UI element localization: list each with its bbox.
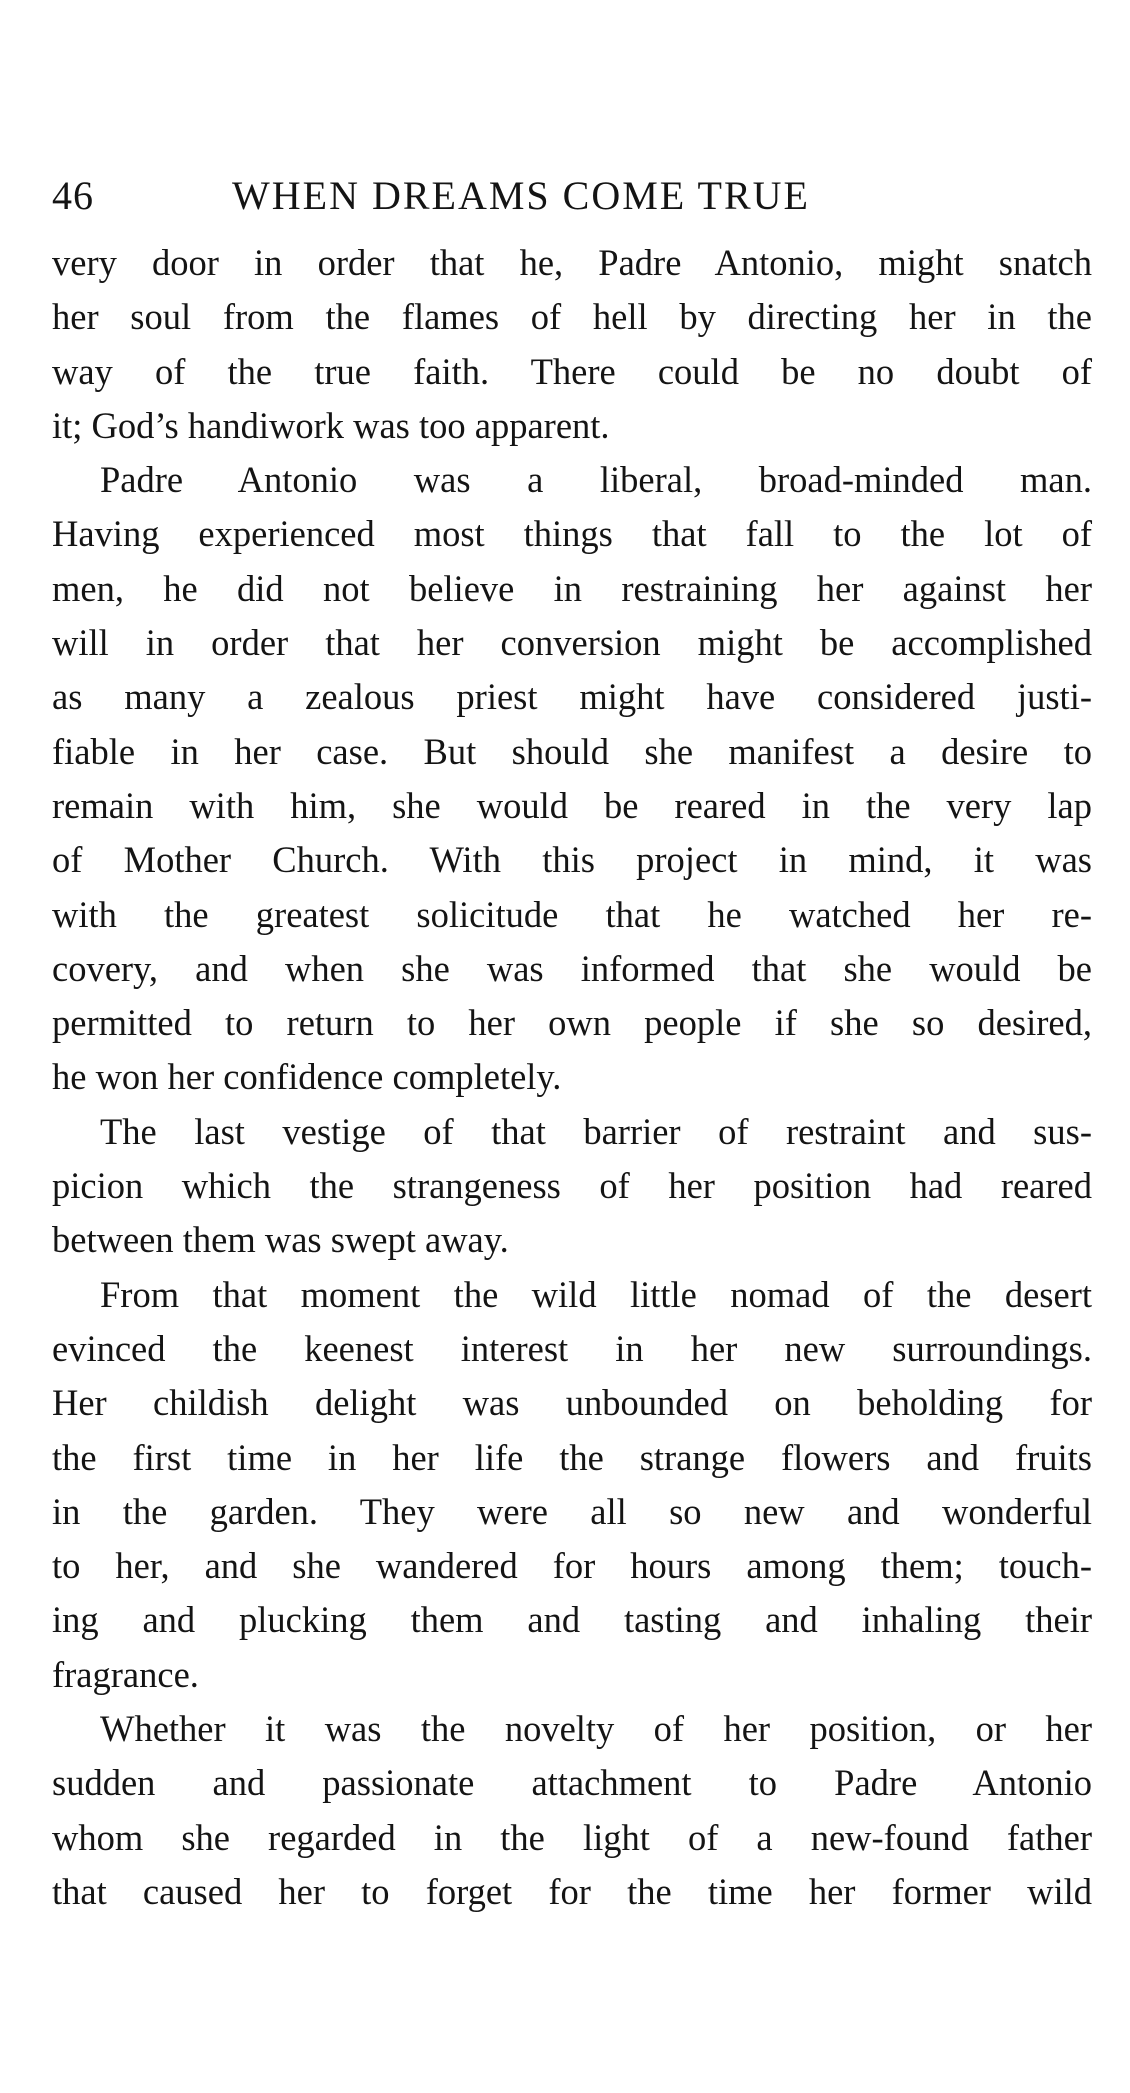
paragraph bbox=[52, 453, 1092, 1105]
text-line: Her childish delight was unbounded on beholding for bbox=[52, 1382, 1092, 1424]
paragraph bbox=[52, 236, 1092, 453]
text-line: in the garden. They were all so new and wonderful bbox=[52, 1490, 1092, 1532]
text-line: ing and plucking them and tasting and inhaling their bbox=[52, 1599, 1092, 1641]
text-line: evinced the keenest interest in her new surroundings. bbox=[52, 1327, 1092, 1369]
paragraph bbox=[52, 1268, 1092, 1702]
text-line: the first time in her life the strange flowers and fruits bbox=[52, 1436, 1092, 1478]
text-line: to her, and she wandered for hours among them; touch- bbox=[52, 1545, 1092, 1587]
paragraph bbox=[52, 1105, 1092, 1268]
text-line: Padre Antonio was a liberal, broad-minded man. bbox=[100, 459, 1092, 501]
text-line: between them was swept away. bbox=[52, 1219, 509, 1261]
book-title: WHEN DREAMS COME TRUE bbox=[232, 173, 810, 218]
text-line: with the greatest solicitude that he watched her re- bbox=[52, 893, 1092, 935]
text-line: whom she regarded in the light of a new-found father bbox=[52, 1816, 1092, 1858]
running-head bbox=[52, 172, 1092, 228]
text-line: fiable in her case. But should she manifest a desire to bbox=[52, 730, 1092, 772]
text-line: covery, and when she was informed that she would be bbox=[52, 947, 1092, 989]
paragraph bbox=[52, 1702, 1092, 1919]
body-text bbox=[52, 236, 1092, 1919]
text-line: of Mother Church. With this project in mind, it was bbox=[52, 839, 1092, 881]
text-line: as many a zealous priest might have considered justi- bbox=[52, 676, 1092, 718]
text-line: that caused her to forget for the time her former wild bbox=[52, 1870, 1092, 1912]
text-line: Whether it was the novelty of her position, or her bbox=[100, 1708, 1092, 1750]
text-line: The last vestige of that barrier of restraint and sus- bbox=[100, 1110, 1092, 1152]
text-line: remain with him, she would be reared in the very lap bbox=[52, 784, 1092, 826]
text-line: will in order that her conversion might be accomplished bbox=[52, 622, 1092, 664]
text-line: Having experienced most things that fall to the lot of bbox=[52, 513, 1092, 555]
text-line: men, he did not believe in restraining her against her bbox=[52, 567, 1092, 609]
text-line: very door in order that he, Padre Antonio, might snatch bbox=[52, 242, 1092, 283]
text-line: her soul from the flames of hell by directing her in the bbox=[52, 296, 1092, 338]
text-line: picion which the strangeness of her position had reared bbox=[52, 1165, 1092, 1207]
text-line: fragrance. bbox=[52, 1653, 199, 1695]
text-line: way of the true faith. There could be no doubt of bbox=[52, 350, 1092, 392]
text-line: he won her confidence completely. bbox=[52, 1056, 562, 1098]
text-line: From that moment the wild little nomad of the desert bbox=[100, 1273, 1092, 1315]
page-number: 46 bbox=[52, 173, 94, 218]
text-line: permitted to return to her own people if she so desired, bbox=[52, 1002, 1092, 1044]
book-page bbox=[52, 172, 1092, 1919]
text-line: sudden and passionate attachment to Padre Antonio bbox=[52, 1762, 1092, 1804]
text-line: it; God’s handiwork was too apparent. bbox=[52, 404, 610, 446]
